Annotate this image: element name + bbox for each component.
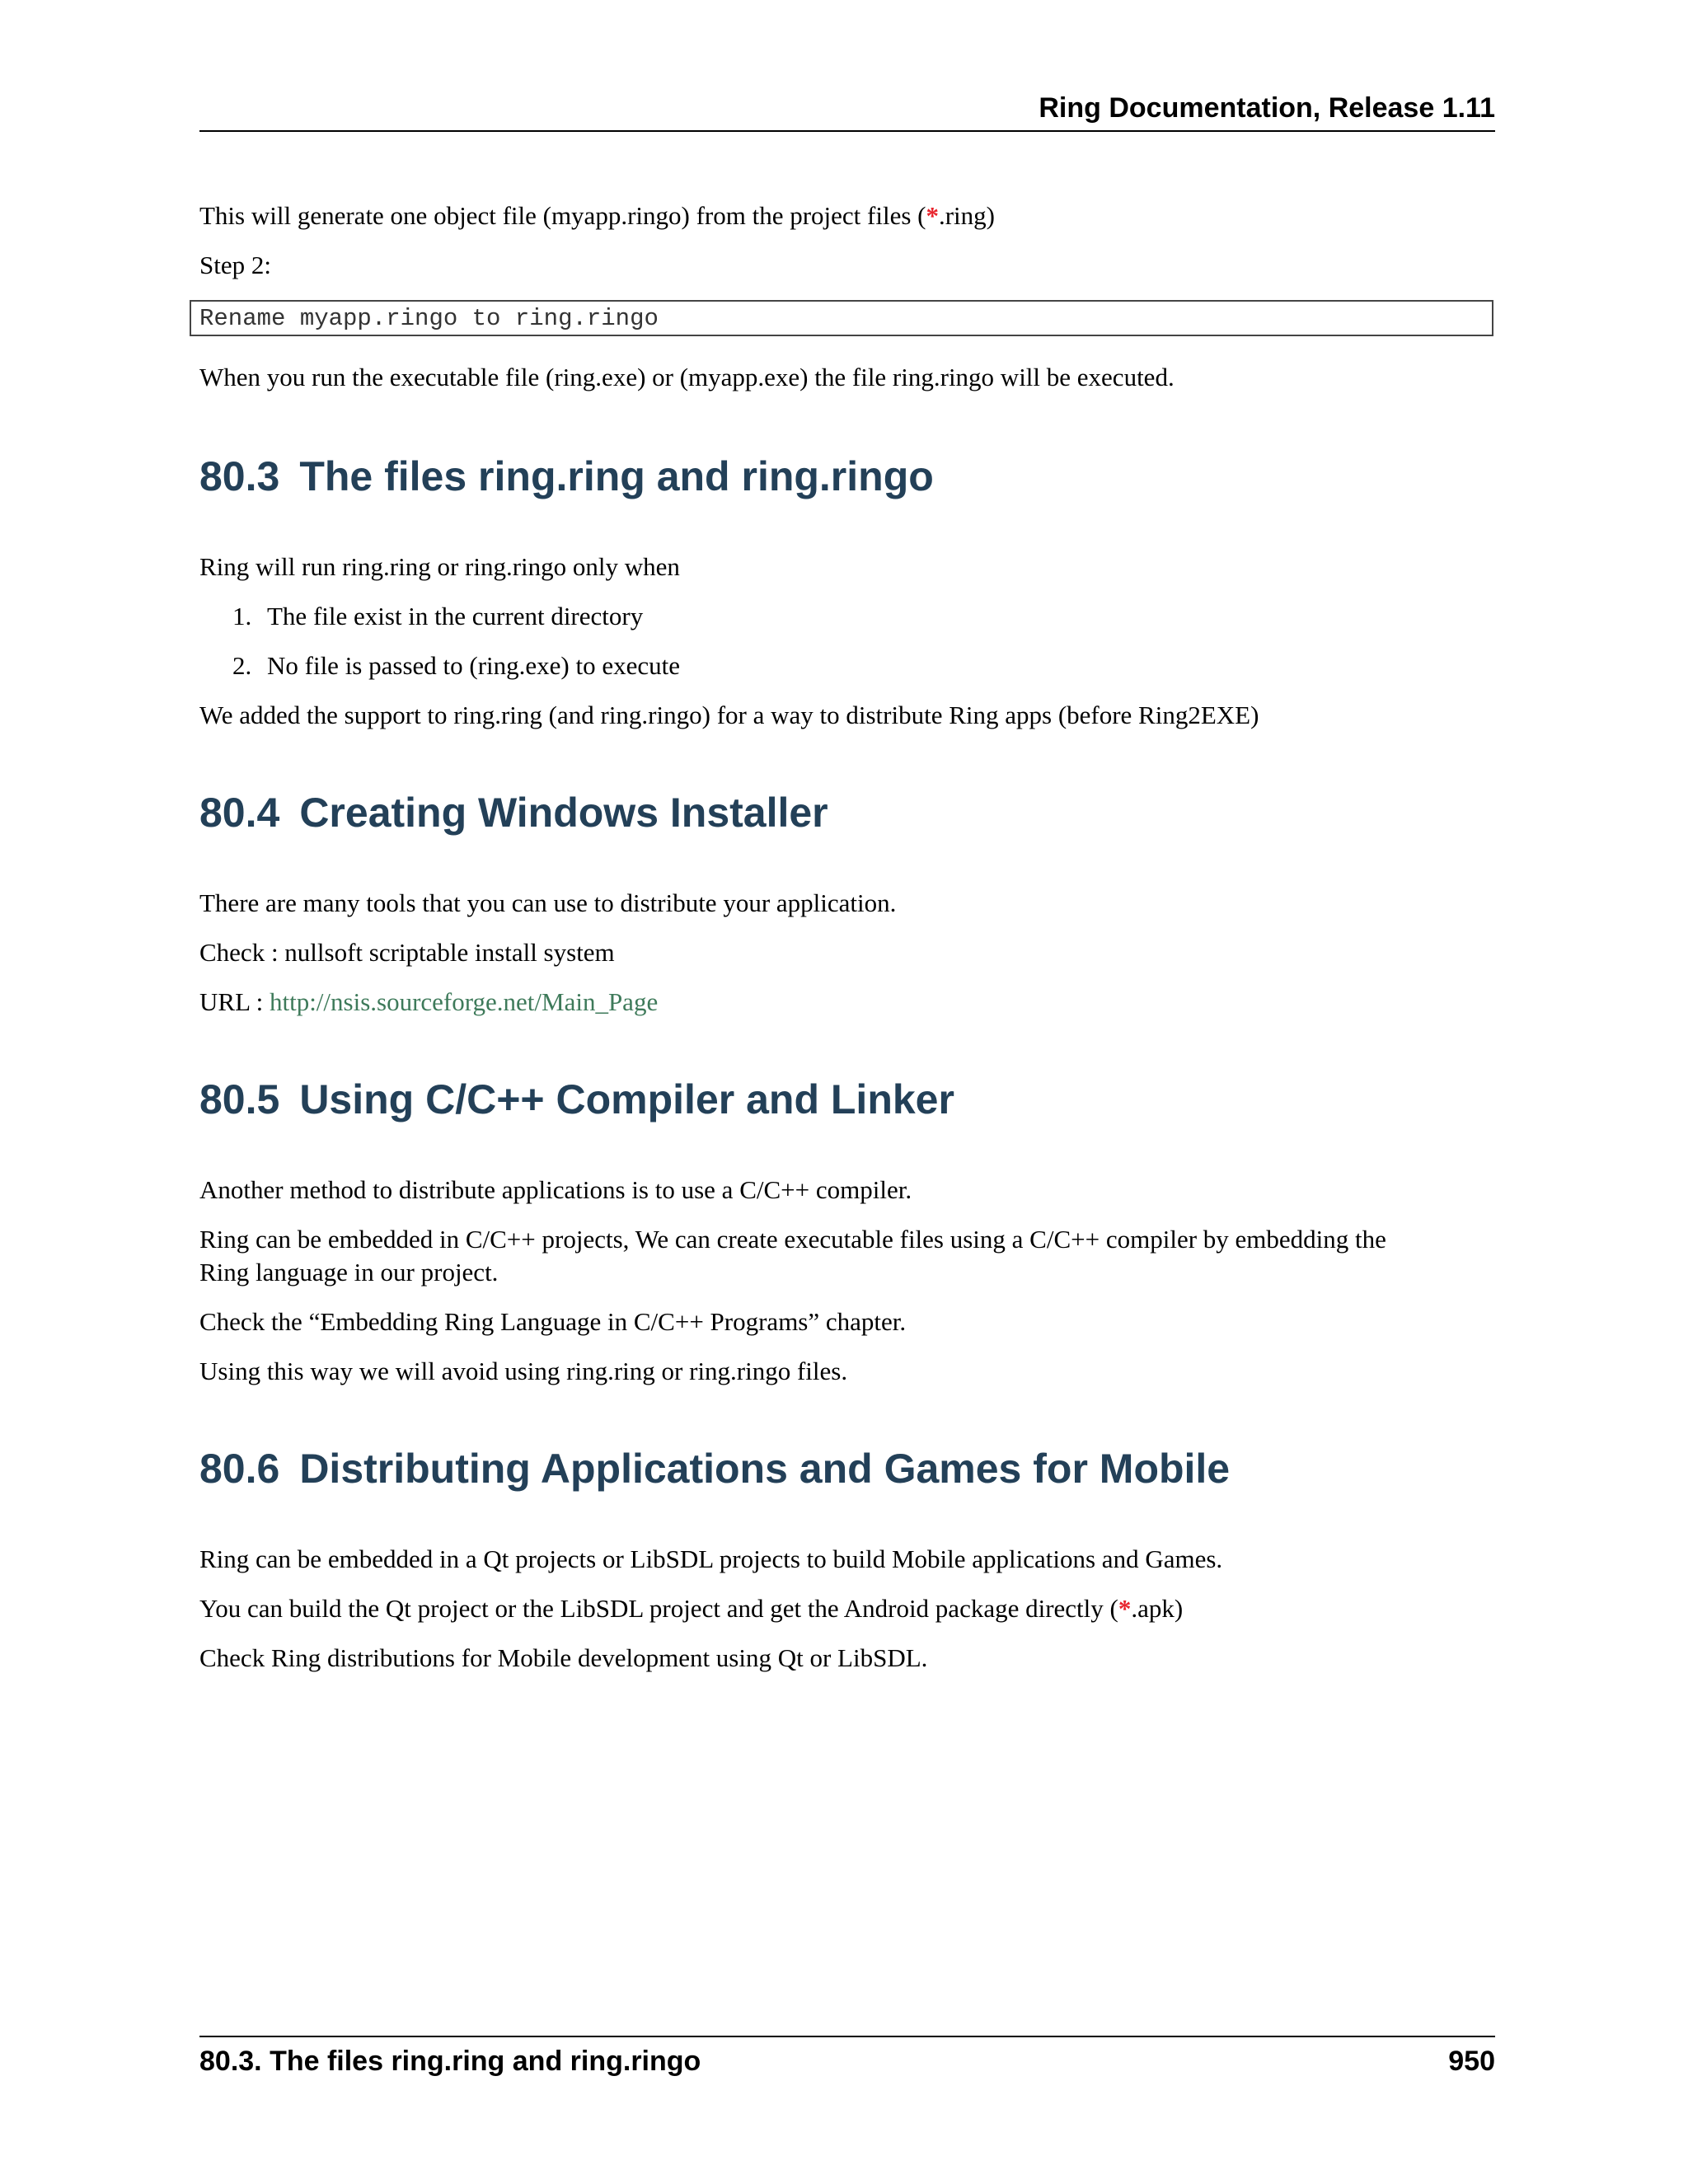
list-item-text: The file exist in the current directory (267, 602, 644, 630)
url-label: URL : (199, 987, 270, 1016)
nsis-link[interactable]: http://nsis.sourceforge.net/Main_Page (269, 987, 659, 1016)
paragraph: We added the support to ring.ring (and ring.ringo) for a way to distribute Ring apps (before Ring2EXE) (199, 701, 1259, 729)
step-2-label: Step 2: (199, 251, 271, 279)
paragraph: Check the “Embedding Ring Language in C/C++ Programs” chapter. (199, 1307, 907, 1336)
section-heading-80-3 (199, 452, 934, 501)
section-title: Using C/C++ Compiler and Linker (299, 1076, 954, 1122)
footer-section-title: 80.3. The files ring.ring and ring.ringo (199, 2046, 701, 2077)
page-number: 950 (1448, 2046, 1495, 2077)
code-block (190, 300, 1493, 336)
paragraph: There are many tools that you can use to distribute your application. (199, 888, 897, 917)
section-number: 80.4 (199, 790, 280, 836)
apk-text-end: .apk) (1131, 1594, 1184, 1623)
list-marker: 2. (232, 651, 252, 680)
section-title: The files ring.ring and ring.ringo (299, 453, 934, 499)
section-number: 80.3 (199, 453, 280, 499)
list-item (232, 649, 680, 682)
asterisk-link[interactable]: * (1118, 1594, 1132, 1623)
list-marker: 1. (232, 602, 252, 630)
header-rule (199, 130, 1495, 132)
section-heading-80-4 (199, 788, 828, 837)
code-line: Rename myapp.ringo to ring.ringo (199, 305, 659, 332)
apk-text-start: You can build the Qt project or the LibSDL project and get the Android package directly ( (199, 1594, 1118, 1623)
paragraph-line-1: Ring can be embedded in C/C++ projects, We can create executable files using a C/C++ compiler by embedding the (199, 1225, 1386, 1254)
intro-paragraph (199, 199, 1495, 232)
document-page (199, 0, 1495, 2184)
paragraph: Check : nullsoft scriptable install system (199, 938, 615, 967)
list-item (232, 600, 643, 633)
paragraph-line-2: Ring language in our project. (199, 1258, 499, 1286)
section-heading-80-6 (199, 1444, 1230, 1493)
paragraph: Ring will run ring.ring or ring.ringo only when (199, 552, 680, 581)
section-title: Distributing Applications and Games for Mobile (299, 1446, 1231, 1492)
intro-text-start: This will generate one object file (myapp.ringo) from the project files ( (199, 201, 926, 230)
intro-text-end: .ring) (938, 201, 995, 230)
running-header: Ring Documentation, Release 1.11 (1039, 92, 1495, 124)
footer-rule (199, 2036, 1495, 2037)
section-number: 80.5 (199, 1076, 280, 1122)
paragraph: Another method to distribute applications is to use a C/C++ compiler. (199, 1175, 912, 1204)
url-paragraph (199, 986, 1495, 1019)
list-item-text: No file is passed to (ring.exe) to execute (267, 651, 680, 680)
executable-paragraph: When you run the executable file (ring.exe) or (myapp.exe) the file ring.ringo will be executed. (199, 363, 1175, 391)
paragraph: Check Ring distributions for Mobile development using Qt or LibSDL. (199, 1643, 928, 1672)
paragraph: Using this way we will avoid using ring.ring or ring.ringo files. (199, 1357, 848, 1385)
section-number: 80.6 (199, 1446, 280, 1492)
paragraph: Ring can be embedded in a Qt projects or LibSDL projects to build Mobile applications and Games. (199, 1544, 1223, 1573)
section-title: Creating Windows Installer (299, 790, 828, 836)
apk-paragraph (199, 1592, 1495, 1625)
section-heading-80-5 (199, 1075, 954, 1124)
asterisk-link[interactable]: * (926, 201, 939, 230)
